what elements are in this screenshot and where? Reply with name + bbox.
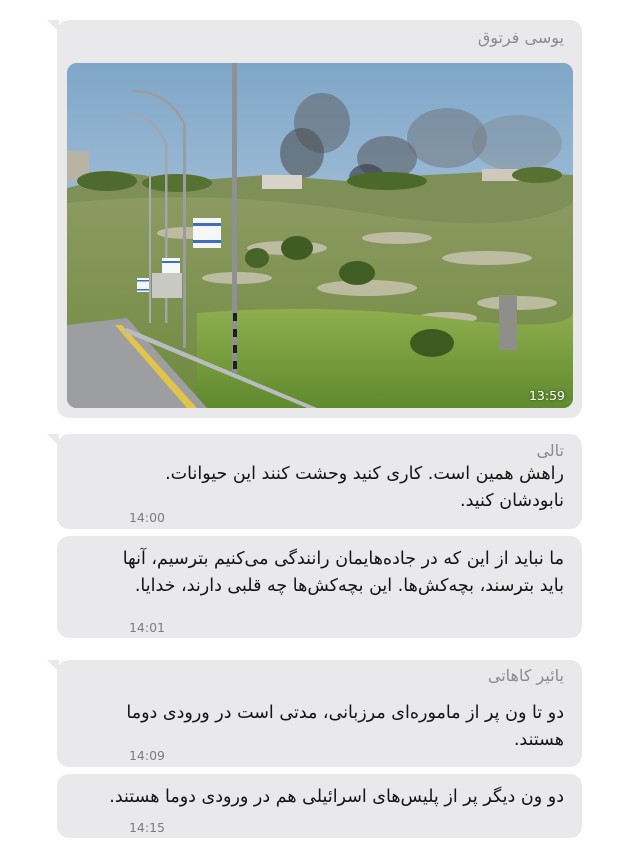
photo-timestamp: 13:59 [528, 388, 565, 403]
message-bubble [57, 660, 582, 767]
message-timestamp: 14:09 [128, 748, 165, 763]
sender-name: یائیر کاهاتی [487, 666, 564, 685]
message-text [73, 546, 564, 600]
message-line: راهش همین است. کاری کنید وحشت کنند این حیوانات. [165, 464, 564, 484]
message-timestamp: 14:00 [128, 510, 165, 525]
message-text [73, 461, 564, 515]
photo-scene [67, 63, 573, 408]
message-photo[interactable] [67, 63, 573, 408]
message-line: باید بترسند، بچه‌کش‌ها. این بچه‌کش‌ها چه قلبی دارند، خدایا. [134, 576, 564, 596]
sender-name: تالی [536, 441, 564, 460]
message-timestamp: 14:15 [128, 820, 165, 835]
message-line: هستند. [513, 730, 564, 750]
message-line: نابودشان کنید. [460, 491, 564, 511]
message-line: ما نباید از این که در جاده‌هایمان رانندگی می‌کنیم بترسیم، آنها [122, 549, 564, 569]
message-text [73, 784, 564, 811]
message-bubble [57, 434, 582, 529]
bubble-tail [47, 20, 59, 32]
message-line: دو تا ون پر از ماموره‌ای مرزبانی، مدتی است در ورودی دوما [126, 703, 564, 723]
message-bubble [57, 774, 582, 838]
bubble-tail [47, 434, 59, 446]
sender-name: یوسی فرتوق [477, 28, 564, 47]
bubble-tail [47, 660, 59, 672]
message-text [73, 700, 564, 754]
message-line: دو ون دیگر پر از پلیس‌های اسرائیلی هم در ورودی دوما هستند. [109, 787, 564, 807]
message-timestamp: 14:01 [128, 620, 165, 635]
message-bubble [57, 536, 582, 638]
